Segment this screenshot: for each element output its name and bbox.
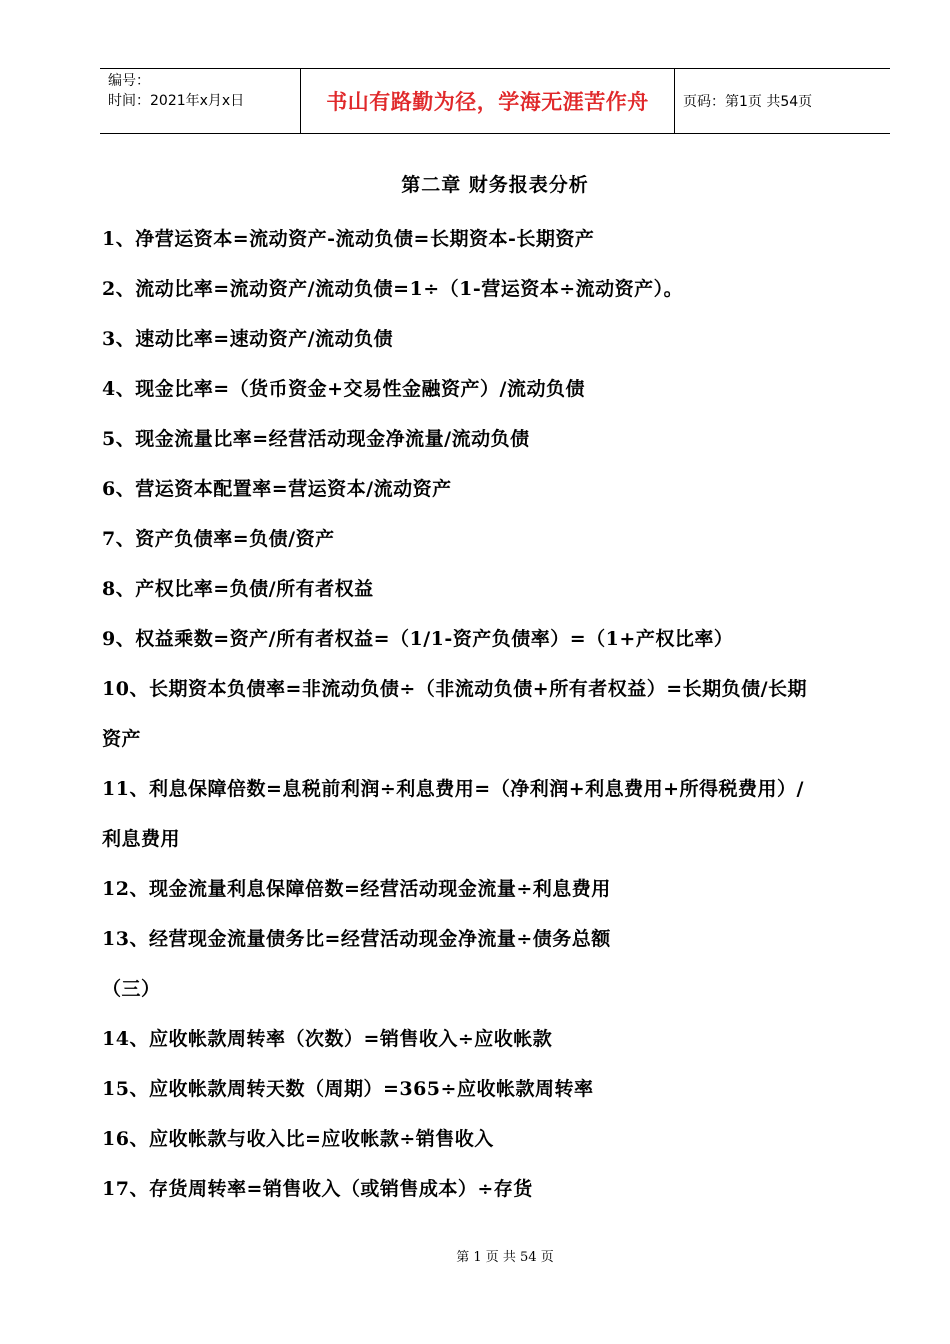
- header-page-info: 页码：第1页 共54页: [683, 94, 813, 110]
- formula-line: 10、长期资本负债率=非流动负债÷（非流动负债+所有者权益）=长期负债/长期: [102, 678, 808, 700]
- section-heading: （三）: [102, 978, 161, 1000]
- header-motto-cell: [301, 69, 675, 133]
- formula-line: 6、营运资本配置率=营运资本/流动资产: [102, 478, 452, 500]
- formula-line: 资产: [102, 728, 142, 750]
- formula-line: 12、现金流量利息保障倍数=经营活动现金流量÷利息费用: [102, 878, 611, 900]
- formula-list: [102, 214, 897, 1214]
- page-footer: 第 1 页 共 54 页: [456, 1250, 554, 1265]
- formula-line: 15、应收帐款周转天数（周期）=365÷应收帐款周转率: [102, 1078, 594, 1100]
- formula-line: 17、存货周转率=销售收入（或销售成本）÷存货: [102, 1178, 533, 1200]
- formula-line: 7、资产负债率=负债/资产: [102, 528, 335, 550]
- formula-line: 14、应收帐款周转率（次数）=销售收入÷应收帐款: [102, 1028, 553, 1050]
- formula-line: 利息费用: [102, 828, 181, 850]
- formula-line: 11、利息保障倍数=息税前利润÷利息费用=（净利润+利息费用+所得税费用）/: [102, 778, 804, 800]
- formula-line: 16、应收帐款与收入比=应收帐款÷销售收入: [102, 1128, 494, 1150]
- document-number-label: 编号：: [108, 73, 150, 89]
- formula-line: 9、权益乘数=资产/所有者权益=（1/1-资产负债率）=（1+产权比率）: [102, 628, 734, 650]
- formula-line: 8、产权比率=负债/所有者权益: [102, 578, 374, 600]
- formula-line: 2、流动比率=流动资产/流动负债=1÷（1-营运资本÷流动资产）。: [102, 278, 684, 300]
- header-motto: 书山有路勤为径，学海无涯苦作舟: [326, 90, 649, 114]
- formula-line: 13、经营现金流量债务比=经营活动现金净流量÷债务总额: [102, 928, 611, 950]
- page-header: [100, 68, 890, 134]
- formula-line: 5、现金流量比率=经营活动现金净流量/流动负债: [102, 428, 530, 450]
- formula-line: 4、现金比率=（货币资金+交易性金融资产）/流动负债: [102, 378, 586, 400]
- header-page-info-cell: [675, 69, 890, 133]
- chapter-title: 第二章 财务报表分析: [401, 174, 589, 196]
- formula-line: 1、净营运资本=流动资产-流动负债=长期资本-长期资产: [102, 228, 595, 250]
- formula-line: 3、速动比率=速动资产/流动负债: [102, 328, 394, 350]
- header-meta: [100, 69, 301, 133]
- document-date: 时间：2021年x月x日: [108, 93, 245, 109]
